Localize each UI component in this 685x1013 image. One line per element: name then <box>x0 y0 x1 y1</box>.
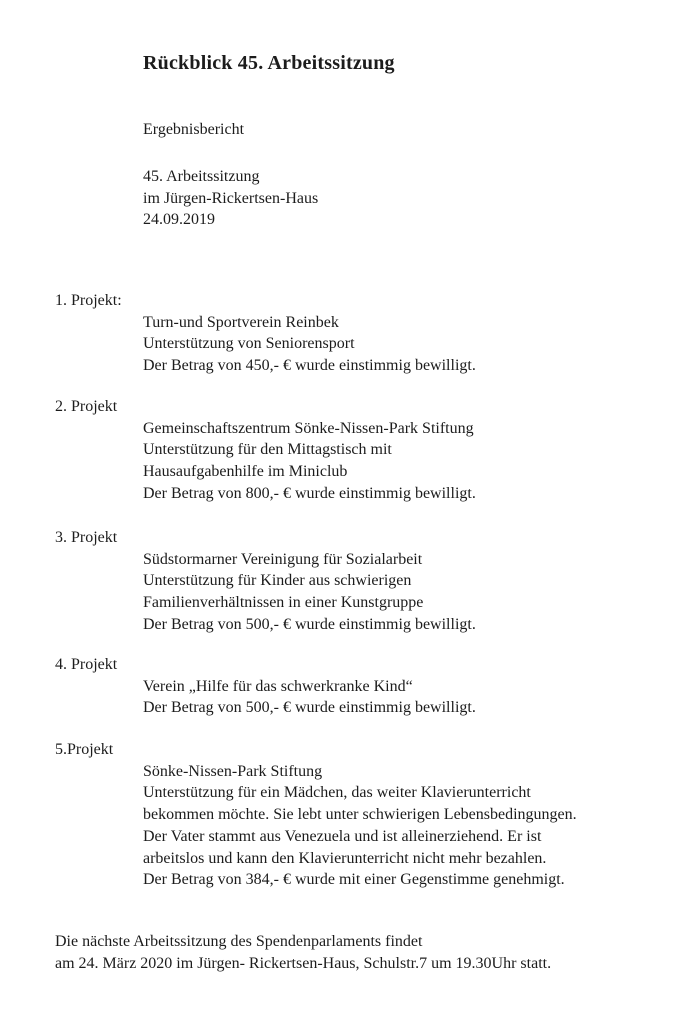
project-line: Südstormarner Vereinigung für Sozialarbeit <box>143 550 423 568</box>
project-line: Gemeinschaftszentrum Sönke-Nissen-Park Stiftung <box>143 419 474 437</box>
project-line: Sönke-Nissen-Park Stiftung <box>143 762 323 780</box>
project-line: Familienverhältnissen in einer Kunstgruppe <box>143 594 424 612</box>
footer-line: Die nächste Arbeitssitzung des Spendenparlaments findet <box>55 933 423 950</box>
footer-line: am 24. März 2020 im Jürgen- Rickertsen-Haus, Schulstr.7 um 19.30Uhr statt. <box>55 954 552 972</box>
project-heading: 1. Projekt: <box>55 292 122 309</box>
project-line: Der Vater stammt aus Venezuela und ist alleinerziehend. Er ist <box>143 827 542 845</box>
project-line: Turn-und Sportverein Reinbek <box>143 313 339 331</box>
document-title: Rückblick 45. Arbeitssitzung <box>143 52 395 74</box>
project-line: arbeitslos und kann den Klavierunterricht nicht mehr bezahlen. <box>143 849 547 867</box>
project-line: Hausaufgabenhilfe im Miniclub <box>143 463 348 481</box>
project-line: Verein „Hilfe für das schwerkranke Kind“ <box>143 677 413 695</box>
project-section-5 <box>55 739 577 891</box>
report-label: Ergebnisbericht <box>143 121 245 138</box>
project-section-2 <box>55 396 476 505</box>
project-line: bekommen möchte. Sie lebt unter schwierigen Lebensbedingungen. <box>143 806 577 824</box>
project-heading: 2. Projekt <box>55 398 118 415</box>
meeting-info-line: im Jürgen-Rickertsen-Haus <box>143 189 319 207</box>
project-section-1 <box>55 290 476 377</box>
project-line: Der Betrag von 500,- € wurde einstimmig bewilligt. <box>143 699 476 717</box>
project-line: Der Betrag von 500,- € wurde einstimmig bewilligt. <box>143 615 476 633</box>
project-heading: 4. Projekt <box>55 656 118 673</box>
project-line: Unterstützung für den Mittagstisch mit <box>143 441 392 459</box>
project-section-3 <box>55 527 476 636</box>
project-line: Der Betrag von 800,- € wurde einstimmig bewilligt. <box>143 484 476 502</box>
project-heading: 5.Projekt <box>55 741 114 758</box>
footer-note <box>55 931 551 974</box>
project-line: Unterstützung von Seniorensport <box>143 335 355 353</box>
meeting-info-line: 24.09.2019 <box>143 211 215 229</box>
meeting-info-line: 45. Arbeitssitzung <box>143 168 260 185</box>
project-line: Der Betrag von 384,- € wurde mit einer Gegenstimme genehmigt. <box>143 871 565 889</box>
project-heading: 3. Projekt <box>55 529 118 546</box>
project-line: Unterstützung für ein Mädchen, das weiter Klavierunterricht <box>143 784 531 802</box>
project-line: Unterstützung für Kinder aus schwierigen <box>143 572 412 590</box>
project-section-4 <box>55 654 476 719</box>
project-line: Der Betrag von 450,- € wurde einstimmig bewilligt. <box>143 357 476 375</box>
meeting-info <box>143 166 318 231</box>
